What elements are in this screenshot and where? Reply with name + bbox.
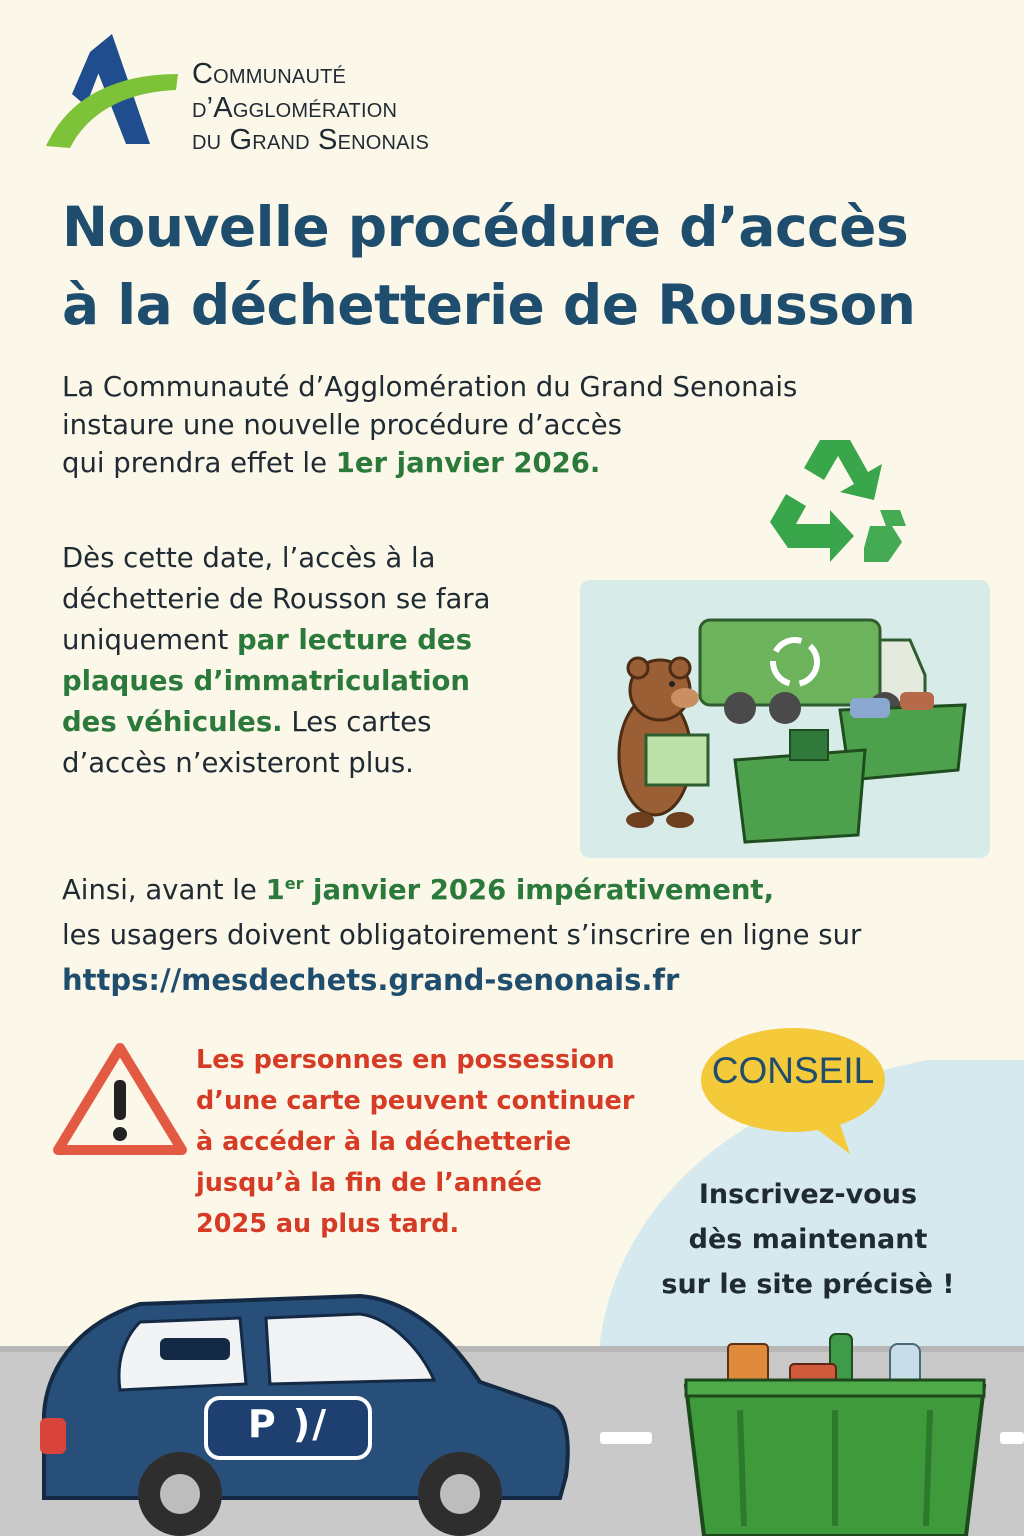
title-line-1: Nouvelle procédure d’accès (62, 195, 909, 259)
agglomeration-logo-mark-icon (40, 34, 180, 154)
recycling-truck-illustration (580, 580, 990, 858)
advice-line-2: dès maintenant (688, 1224, 928, 1255)
warning-line-2: d’une carte peuvent continuer (196, 1086, 635, 1116)
effective-date: 1er janvier 2026. (335, 447, 601, 479)
access-line-1: Dès cette date, l’accès à la (62, 542, 436, 574)
logo-text-line-3: du Grand Senonais (192, 124, 429, 156)
deadline-line-1 (62, 868, 1002, 913)
license-plate (204, 1396, 372, 1460)
logo-text-line-1: Communauté (192, 58, 347, 90)
title-line-2: à la déchetterie de Rousson (62, 273, 916, 337)
deadline-line-2: les usagers doivent obligatoirement s’inscrire en ligne sur (62, 919, 862, 951)
access-line-5 (62, 702, 582, 743)
registration-url-link[interactable]: https://mesdechets.grand-senonais.fr (62, 963, 680, 997)
access-highlight-3: des véhicules. (62, 706, 283, 738)
advice-line-3: sur le site précisè ! (661, 1269, 955, 1300)
deadline-paragraph (62, 868, 1002, 1003)
advice-label: CONSEIL (711, 1050, 875, 1091)
access-line-5-suffix: Les cartes (282, 706, 432, 738)
logo-text-line-2: d’Agglomération (192, 92, 398, 124)
access-line-6: d’accès n’existeront plus. (62, 747, 414, 779)
organization-logo (40, 34, 470, 154)
deadline-day: 1 (265, 874, 285, 906)
car-illustration (30, 1286, 570, 1536)
deadline-day-suffix: er (284, 873, 304, 893)
advice-text (618, 1172, 998, 1307)
intro-line-1: La Communauté d’Agglomération du Grand Senonais (62, 371, 798, 403)
access-highlight-1: par lecture des (236, 624, 472, 656)
warning-line-1: Les personnes en possession (196, 1045, 615, 1075)
page-title (62, 188, 992, 344)
deadline-date: janvier 2026 impérativement, (303, 874, 775, 906)
speech-bubble-icon (700, 1028, 900, 1158)
advice-line-1: Inscrivez-vous (698, 1179, 918, 1210)
license-plate-text: P )/ (247, 1402, 329, 1446)
warning-line-3: à accéder à la déchetterie (196, 1127, 572, 1157)
deadline-prefix: Ainsi, avant le (62, 874, 266, 906)
warning-line-5: 2025 au plus tard. (196, 1209, 460, 1239)
access-line-3 (62, 620, 582, 661)
recycle-icon (760, 430, 910, 570)
advice-speech-bubble (700, 1028, 900, 1158)
access-line-2: déchetterie de Rousson se fara (62, 583, 491, 615)
intro-line-2: instaure une nouvelle procédure d’accès (62, 409, 622, 441)
warning-triangle-icon (52, 1040, 188, 1158)
recycling-bin-illustration (680, 1330, 990, 1536)
access-highlight-2: plaques d’immatriculation (62, 665, 470, 697)
access-line-3-prefix: uniquement (62, 624, 237, 656)
intro-line-3-prefix: qui prendra effet le (62, 447, 336, 479)
access-paragraph (62, 538, 582, 784)
warning-line-4: jusqu’à la fin de l’année (196, 1168, 542, 1198)
